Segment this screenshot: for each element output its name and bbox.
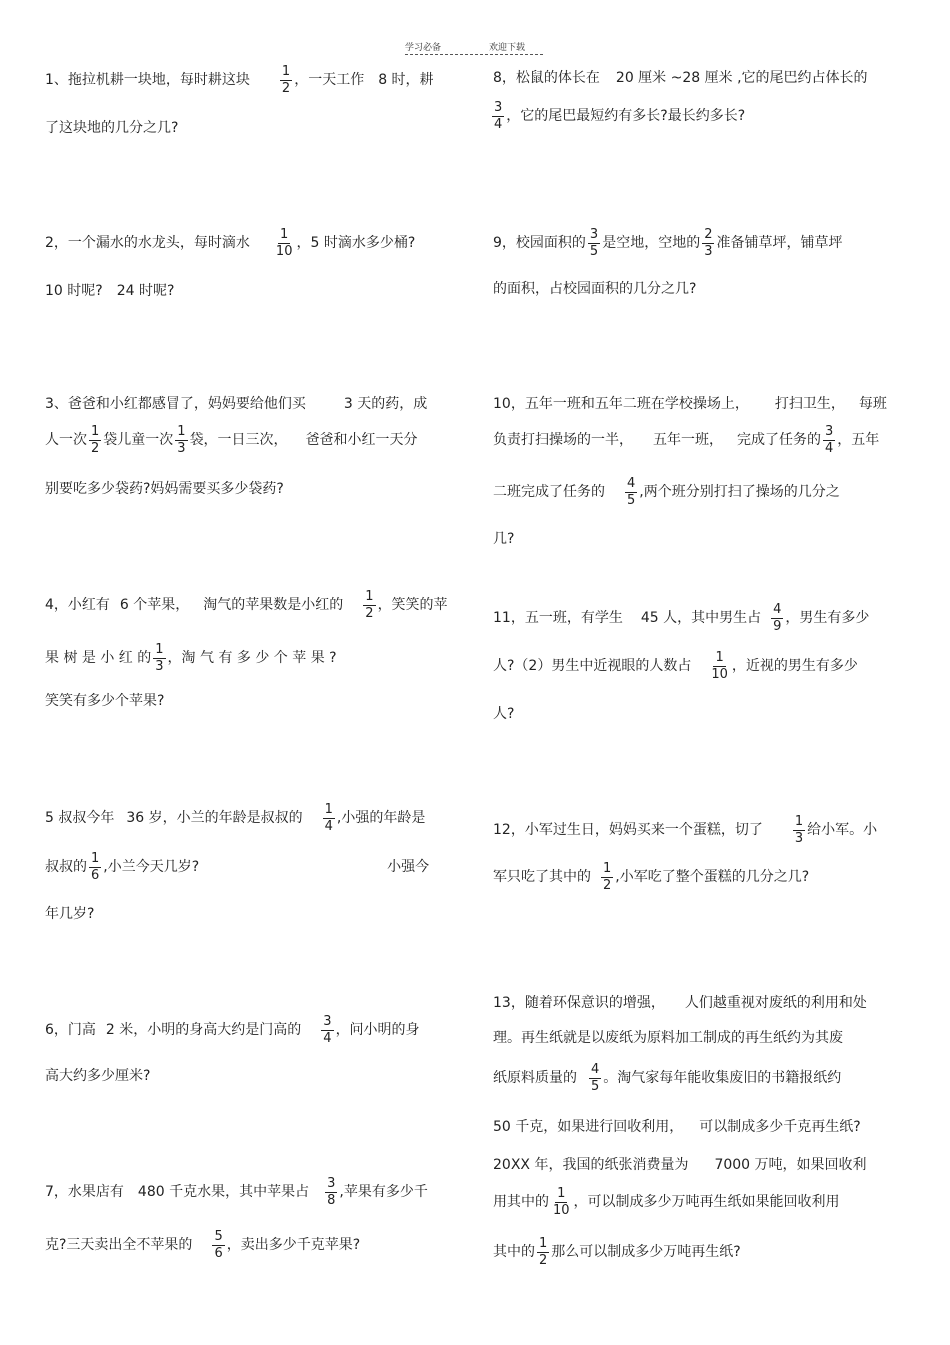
problem-1-line-1: 1、拖拉机耕一块地，每时耕这块 $\frac{1}{2}$ ，一天工作 8 时，耕 [45, 64, 434, 96]
problem-13-line-5: 20XX 年，我国的纸张消费量为 7000 万吨，如果回收利 [493, 1157, 867, 1173]
problem-6-line-2: 高大约多少厘米? [45, 1068, 151, 1084]
problem-13-line-2: 理。再生纸就是以废纸为原料加工制成的再生纸约为其废 [493, 1030, 843, 1046]
fraction: $\frac{1}{3}$ [794, 814, 804, 846]
problem-9-line-2: 的面积，占校园面积的几分之几? [493, 281, 697, 297]
problem-13-line-3: 纸原料质量的 $\frac{4}{5}$ 。淘气家每年能收集废旧的书籍报纸约 [493, 1062, 842, 1094]
problem-12-line-2: 军只吃了其中的 $\frac{1}{2}$ ,小军吃了整个蛋糕的几分之几? [493, 861, 810, 893]
header-right-text: 欢迎下载 [489, 43, 526, 53]
page-header [405, 40, 525, 53]
header-left-text: 学习必备 [405, 43, 442, 53]
problem-11-line-1: 11，五一班，有学生 45 人，其中男生占 $\frac{4}{9}$ ，男生有多少 [493, 602, 870, 634]
fraction: $\frac{3}{4}$ [323, 1014, 332, 1046]
fraction: $\frac{4}{5}$ [627, 476, 636, 508]
fraction: $\frac{1}{2}$ [281, 64, 291, 96]
fraction: $\frac{1}{10}$ [711, 650, 728, 682]
problem-10-line-4: 几? [493, 531, 515, 547]
fraction: $\frac{1}{2}$ [603, 861, 612, 893]
fraction: $\frac{1}{10}$ [553, 1186, 570, 1218]
header-divider [405, 54, 543, 55]
fraction: $\frac{3}{4}$ [494, 100, 503, 132]
problem-2-line-2: 10 时呢? 24 时呢? [45, 283, 175, 299]
problem-7-line-2: 克?三天卖出全不苹果的 $\frac{5}{6}$ ，卖出多少千克苹果? [45, 1229, 361, 1261]
fraction: $\frac{1}{3}$ [155, 642, 164, 674]
problem-6-line-1: 6，门高 2 米，小明的身高大约是门高的 $\frac{3}{4}$ ，问小明的身 [45, 1014, 420, 1046]
problem-11-line-3: 人? [493, 706, 515, 722]
problem-2-line-1: 2，一个漏水的水龙头，每时滴水 $\frac{1}{10}$ ，5 时滴水多少桶? [45, 227, 416, 259]
problem-13-line-1: 13，随着环保意识的增强， 人们越重视对废纸的利用和处 [493, 995, 867, 1011]
problem-3-line-3: 别要吃多少袋药?妈妈需要买多少袋药? [45, 481, 284, 497]
problem-9-line-1: 9，校园面积的 $\frac{3}{5}$ 是空地，空地的 $\frac{2}{3}$ 准备铺草坪，铺草坪 [493, 227, 843, 259]
fraction: $\frac{1}{10}$ [275, 227, 293, 259]
problem-1-line-2: 了这块地的几分之几? [45, 120, 179, 136]
problem-4-line-3: 笑笑有多少个苹果? [45, 693, 165, 709]
problem-12-line-1: 12，小军过生日，妈妈买来一个蛋糕，切了 $\frac{1}{3}$ 给小军。小 [493, 814, 878, 846]
problem-5-line-2: 叔叔的 $\frac{1}{6}$ ,小兰今天几岁? 小强今 [45, 851, 430, 883]
problem-7-line-1: 7，水果店有 480 千克水果，其中苹果占 $\frac{3}{8}$ ,苹果有多少千 [45, 1176, 428, 1208]
fraction: $\frac{1}{2}$ [91, 424, 100, 456]
fraction: $\frac{5}{6}$ [214, 1229, 223, 1261]
problem-5-line-3: 年几岁? [45, 906, 95, 922]
problem-8-line-2: $\frac{3}{4}$ ，它的尾巴最短约有多长?最长约多长? [494, 100, 746, 132]
fraction: $\frac{1}{3}$ [177, 424, 186, 456]
fraction: $\frac{3}{4}$ [825, 424, 834, 456]
problem-3-line-1: 3、爸爸和小红都感冒了，妈妈要给他们买 3 天的药，成 [45, 396, 428, 412]
fraction: $\frac{1}{2}$ [365, 589, 374, 621]
fraction: $\frac{2}{3}$ [704, 227, 713, 259]
problem-5-line-1: 5 叔叔今年 36 岁，小兰的年龄是叔叔的 $\frac{1}{4}$ ,小强的年龄是 [45, 802, 426, 834]
problem-10-line-1: 10，五年一班和五年二班在学校操场上， 打扫卫生， 每班 [493, 396, 887, 412]
fraction: $\frac{1}{6}$ [91, 851, 100, 883]
problem-13-line-4: 50 千克，如果进行回收利用， 可以制成多少千克再生纸? [493, 1119, 861, 1135]
problem-10-line-2: 负责打扫操场的一半， 五年一班， 完成了任务的 $\frac{3}{4}$ ，五年 [493, 424, 880, 456]
problem-8-line-1: 8，松鼠的体长在 20 厘米 ~28 厘米 ,它的尾巴约占体长的 [493, 70, 868, 86]
fraction: $\frac{4}{5}$ [591, 1062, 600, 1094]
problem-4-line-1: 4，小红有 6 个苹果， 淘气的苹果数是小红的 $\frac{1}{2}$ ，笑笑的苹 [45, 589, 448, 621]
problem-4-line-2: 果 树 是 小 红 的 $\frac{1}{3}$ ，淘 气 有 多 少 个 苹 果 ? [45, 642, 337, 674]
problem-3-line-2: 人一次 $\frac{1}{2}$ 袋儿童一次 $\frac{1}{3}$ 袋，一日三次， 爸爸和小红一天分 [45, 424, 418, 456]
fraction: $\frac{3}{8}$ [327, 1176, 336, 1208]
problem-13-line-6: 用其中的 $\frac{1}{10}$ ，可以制成多少万吨再生纸如果能回收利用 [493, 1186, 840, 1218]
problem-10-line-3: 二班完成了任务的 $\frac{4}{5}$ ,两个班分别打扫了操场的几分之 [493, 476, 840, 508]
fraction: $\frac{4}{9}$ [773, 602, 782, 634]
fraction: $\frac{3}{5}$ [589, 227, 599, 259]
fraction: $\frac{1}{2}$ [539, 1236, 548, 1268]
problem-13-line-7: 其中的 $\frac{1}{2}$ 那么可以制成多少万吨再生纸? [493, 1236, 741, 1268]
fraction: $\frac{1}{4}$ [324, 802, 333, 834]
problem-11-line-2: 人?（2）男生中近视眼的人数占 $\frac{1}{10}$ ，近视的男生有多少 [493, 650, 858, 682]
